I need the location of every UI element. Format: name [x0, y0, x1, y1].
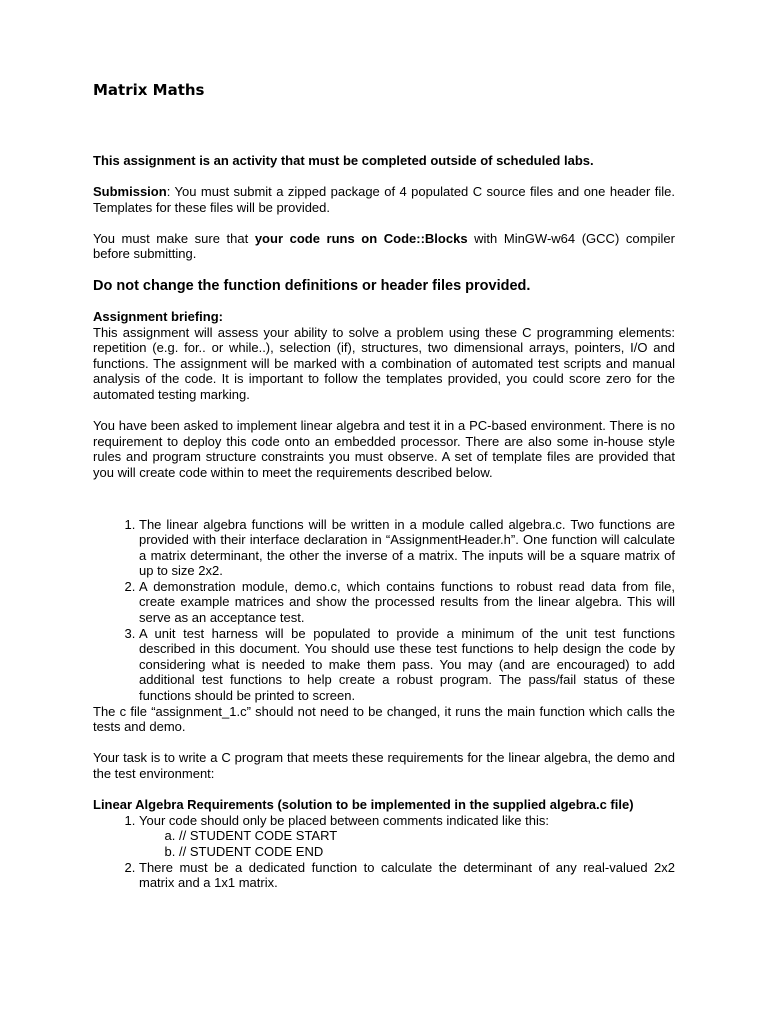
- submission-text: : You must submit a zipped package of 4 populated C source files and one header file. Templates for these files will be provided.: [93, 184, 675, 215]
- intro-statement: This assignment is an activity that must be completed outside of scheduled labs.: [93, 153, 594, 168]
- submission-label: Submission: [93, 184, 167, 199]
- requirements-heading: [93, 797, 675, 813]
- requirements-list: [93, 813, 675, 891]
- list-item: 3. A unit test harness will be populated to provide a minimum of the unit test functions described in this document. You should use these test functions to help design the code by considering what is needed to make them pass. You may (and are encouraged) to add additional test functions to help create a robust program. The pass/fail status of these functions should be printed to screen.: [139, 626, 675, 704]
- submission-paragraph: [93, 184, 675, 215]
- document-title: Matrix Maths: [93, 81, 205, 99]
- list-item: 2. There must be a dedicated function to calculate the determinant of any real-valued 2x2 matrix and a 1x1 matrix.: [139, 860, 675, 891]
- sublist-item: a. // STUDENT CODE START: [179, 828, 675, 844]
- codeblocks-emphasis: your code runs on Code::Blocks: [254, 230, 468, 246]
- briefing-paragraph: This assignment will assess your ability to solve a problem using these C programming elements: repetition (e.g. for.. or while..), selection (if), structures, two dimensional arrays, pointers, I/O and functions. The assignment will be marked with a combination of automated test scripts and manual analysis of the code. It is important to follow the templates provided, you could score zero for the automated testing marking.: [93, 324, 675, 402]
- list-item: 1. The linear algebra functions will be written in a module called algebra.c. Two functions are provided with their interface declaration in “AssignmentHeader.h”. One function will calculate a matrix determinant, the other the inverse of a matrix. The inputs will be a square matrix of up to size 2x2.: [139, 517, 675, 579]
- context-paragraph: You have been asked to implement linear algebra and test it in a PC-based environment. There is no requirement to deploy this code onto an embedded processor. There are also some in-house style rules and program structure constraints you must observe. A set of template files are provided that you will create code within to meet the requirements described below.: [93, 418, 675, 480]
- codeblocks-pre: You must make sure that: [93, 230, 255, 246]
- task-paragraph: Your task is to write a C program that meets these requirements for the linear algebra, the demo and the test environment:: [93, 750, 675, 781]
- requirements-heading-text: Linear Algebra Requirements (solution to be implemented in the supplied algebra.c file): [93, 797, 634, 813]
- briefing-heading-text: Assignment briefing:: [93, 308, 224, 324]
- document-body: [93, 184, 675, 891]
- codeblocks-paragraph: [93, 231, 675, 262]
- codeblocks-post: with MinGW-w64 (GCC) compiler before submitting.: [93, 230, 675, 262]
- warning-heading: Do not change the function definitions or header files provided.: [93, 277, 531, 294]
- sublist-item: b. // STUDENT CODE END: [179, 844, 675, 860]
- list-item: 2. A demonstration module, demo.c, which contains functions to robust read data from file, create example matrices and show the processed results from the linear algebra. This will serve as an acceptance test.: [139, 579, 675, 626]
- sublist: [139, 828, 675, 859]
- requirement-text: Your code should only be placed between comments indicated like this:: [139, 812, 549, 828]
- briefing-heading: [93, 309, 675, 325]
- list-item: [139, 813, 675, 860]
- cfile-note: The c file “assignment_1.c” should not need to be changed, it runs the main function which calls the tests and demo.: [93, 703, 675, 735]
- modules-list: [93, 517, 675, 704]
